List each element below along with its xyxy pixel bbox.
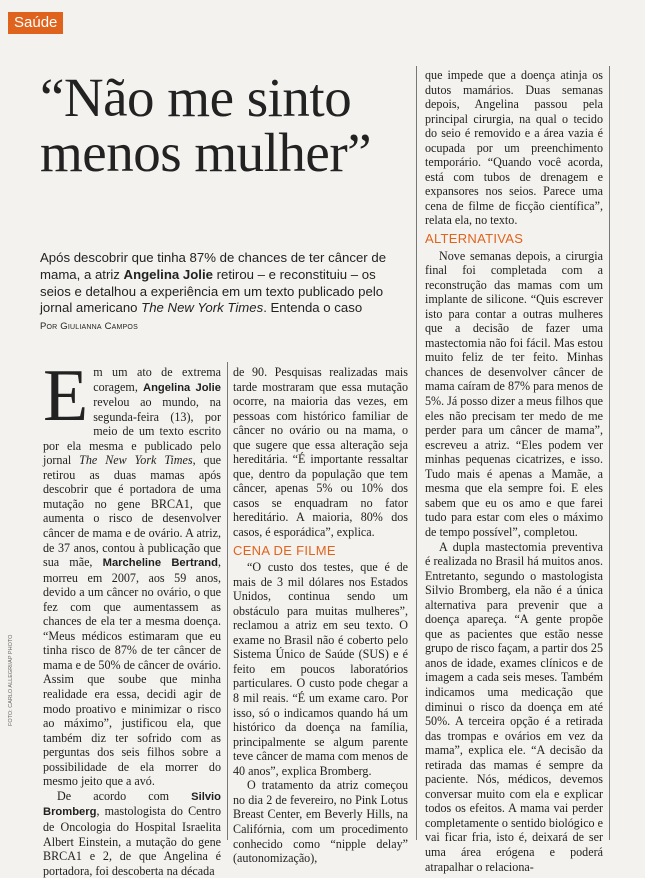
photo-credit: FOTO: CARLO ALLEGRI/AP PHOTO [8, 634, 14, 726]
col3-paragraph-1: que impede que a doença atinja os dutos mamários. Duas semanas depois, Angelina passou pela principal cirurgia, na qual o tecido do seio é removido e a área vazia é ocupada por um preenchimento temporário. “Quando você acorda, está com tubos de drenagem e expansores nos seios. Parece uma cena de filme de ficção científica”, relata ela, no texto. [425, 68, 603, 228]
col1-text-c: , que retirou as duas mamas após descobrir que é portadora de uma mutação no gene BRCA1, que aumenta o risco de desenvolver câncer de mama e de ovário. A atriz, de 37 anos, contou à publicação que sua mãe, [43, 453, 221, 570]
subhead-alternativas: ALTERNATIVAS [425, 231, 524, 247]
deck-name: Angelina Jolie [123, 266, 213, 282]
col1-p2-name: Silvio Bromberg [43, 790, 221, 819]
col3-paragraph-3: A dupla mastectomia preventiva é realizada no Brasil há muitos anos. Entretanto, segundo o mastologista Silvio Bromberg, ela não é a única alternativa para prevenir que a doença apareça. “A gente propõe que as pacientes que estão nesse grupo de risco façam, a partir dos 25 anos de idade, exames clínicos e de imagem a cada seis meses. Também indicamos uma medicação que diminui o risco da doença em até 50%. A terceira opção é a retirada das trompas e ovários em vez da mama”, explica ele. “A decisão da retirada das mamas é sempre da paciente. Nós, médicos, devemos conversar muito com ela e explicar todos os efeitos. A mama vai perder completamente o sentido biológico e vai ficar fria, isto é, deixará de ser uma área erógena e poderá atrapalhar o relaciona- [425, 539, 603, 874]
col1-p2-text-a: De acordo com [57, 788, 192, 803]
col1-paragraph-1 [43, 355, 221, 789]
right-edge-rule [609, 66, 610, 840]
col3-paragraph-2: Nove semanas depois, a cirurgia final foi completada com a reconstrução das mamas com um implante de silicone. “Quis escrever isto para contar a outras mulheres que a decisão de fazer uma mastectomia não foi fácil. Mas estou muito feliz de ter feito. Minhas chances de desenvolver câncer de mama caíram de 87% para menos de 5%. Já posso dizer a meus filhos que eles não precisam ter medo de me perder para um câncer de mama”, escreveu a atriz. “Eles podem ver minhas pequenas cicatrizes, e isso. Tudo mais é apenas a Mamãe, a mesma que ela sempre foi. E eles sabem que eu os amo e que farei tudo para estar com eles o máximo de tempo possível”, completou. [425, 248, 604, 539]
col1-p2-text-b: , mastologista do Centro de Oncologia do Hospital Israelita Albert Einstein, a mutação do gene BRCA1 e 2, de que Angelina é portadora, foi descoberta na década [43, 804, 221, 878]
deck-lead: Após descobrir que tinha 87% de chances de ter câncer de mama, a atriz [40, 250, 387, 282]
col1-text-d: , morreu em 2007, aos 59 anos, devido a um câncer no ovário, o que fez com que aumentassem as chances de ela ter a mesma doença. “Meus médicos estimaram que eu tinha risco de 87% de ter câncer de mama e de 50% de câncer de ovário. Assim que soube que minha realidade era essa, decidi agir de modo proativo e minimizar o risco ao máximo”, justificou ela, que também diz ter sofrido com as perguntas dos seis filhos sobre a possibilidade de ela morrer do mesmo jeito que a avó. [43, 555, 221, 789]
column-2 [233, 365, 408, 866]
col2-paragraph-1: de 90. Pesquisas realizadas mais tarde mostraram que essa mutação ocorre, na maioria das vezes, em pessoas com histórico familiar de câncer no ovário ou na mama, o que sugere que essa alteração seja hereditária. “É importante ressaltar que, dentro da população que tem câncer, apenas 5% ou 10% dos casos se enquadram no fator hereditário. A maioria, 80% dos casos, é esporádica”, explica. [233, 365, 408, 540]
col1-mother: Marcheline Bertrand [102, 557, 218, 570]
col1-text-b: revelou ao mundo, na segunda-feira (13), por meio de um texto escrito por ela mesma e publicado pelo jornal [43, 395, 221, 468]
col1-publication: The New York Times [79, 453, 193, 468]
col2-paragraph-2: “O custo dos testes, que é de mais de 3 mil dólares nos Estados Unidos, continua sendo um obstáculo para muitas mulheres”, reclamou a atriz em seu texto. O exame no Brasil não é coberto pelo Sistema Único de Saúde (SUS) e é feito em poucos laboratórios particulares. O custo pode chegar a 8 mil reais. “É um exame caro. Por isso, só o indicamos quando há um histórico da doença na família, principalmente se algum parente teve câncer de mama com menos de 40 anos”, explica Bromberg. [233, 560, 408, 778]
col1-name: Angelina Jolie [143, 381, 221, 394]
deck-middle: retirou – e reconstituiu – os seios e detalhou a experiência em um texto publicado pelo jornal americano [40, 266, 384, 316]
col1-text-a: m um ato de extrema coragem, [93, 365, 221, 394]
col2-paragraph-3: O tratamento da atriz começou no dia 2 de fevereiro, no Pink Lotus Breast Center, em Beverly Hills, na Califórnia, com um procedimento conhecido como “nipple delay” (autonomização), [233, 778, 408, 866]
deck-publication: The New York Times [141, 300, 264, 316]
column-1 [43, 355, 221, 878]
subhead-cena-de-filme: CENA DE FILME [233, 542, 336, 558]
deck-end: . Entenda o caso [263, 300, 363, 316]
column-rule-1 [227, 362, 228, 840]
headline: “Não me sinto menos mulher” [40, 67, 372, 183]
deck [40, 250, 402, 336]
drop-cap: E [43, 355, 89, 437]
column-rule-2 [416, 66, 417, 840]
column-3 [425, 68, 603, 874]
section-tag: Saúde [8, 12, 63, 34]
byline: Por Giulianna Campos [40, 321, 138, 333]
col1-paragraph-2 [43, 789, 221, 878]
